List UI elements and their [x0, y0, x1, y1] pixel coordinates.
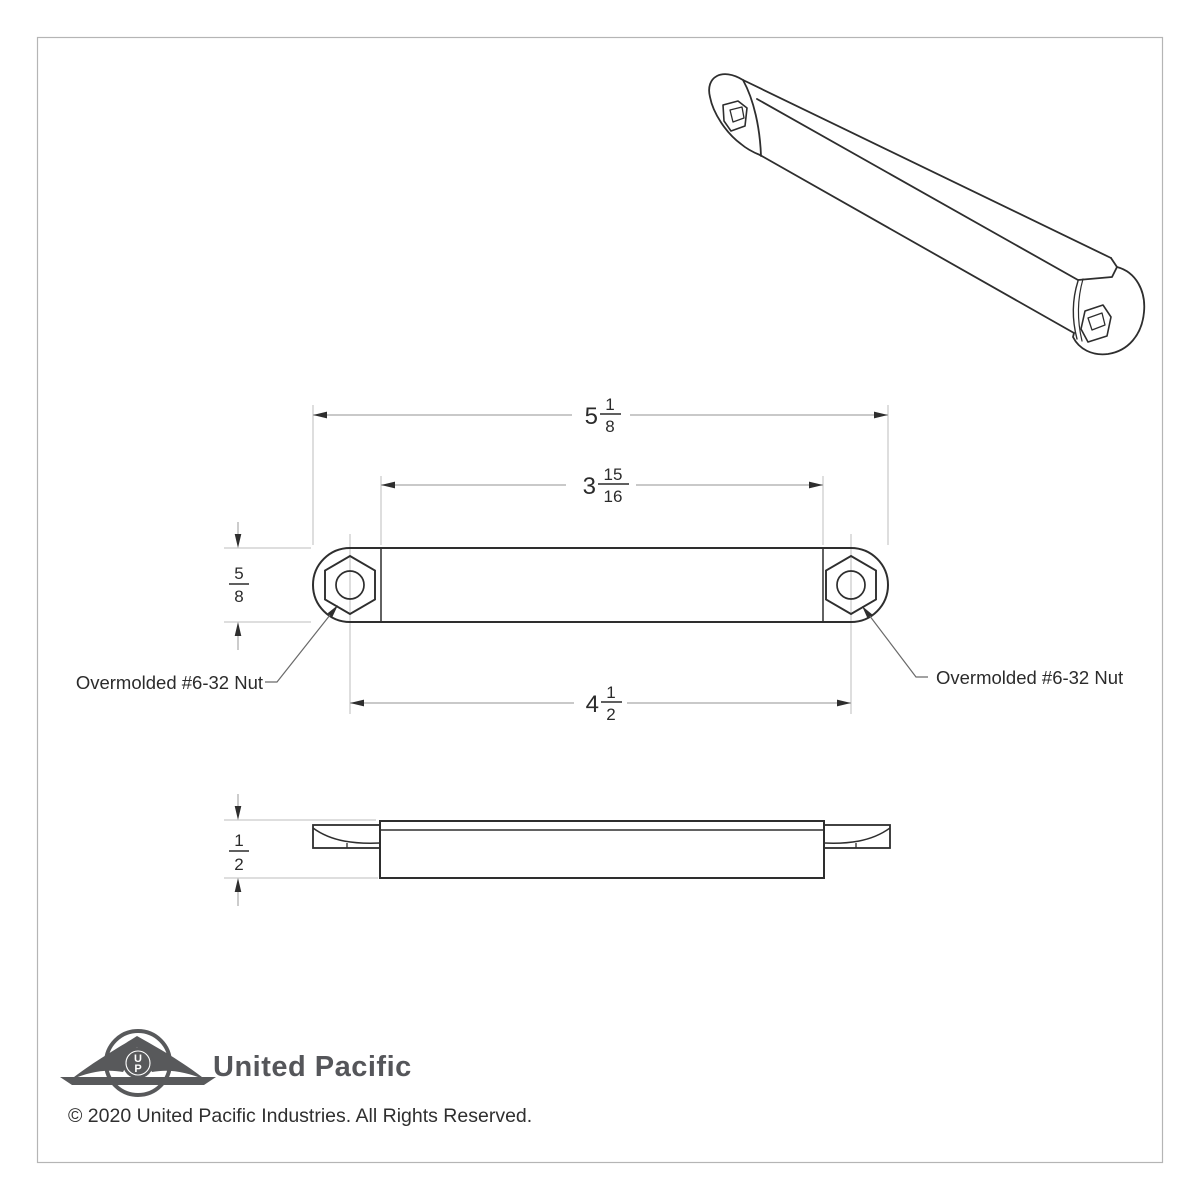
dim-exposed-numerator: 15 [603, 465, 623, 484]
iso-top-edge [743, 80, 1111, 258]
front-view [224, 405, 888, 714]
leader-line [866, 611, 928, 677]
iso-left-hex-depth [730, 107, 744, 122]
dim-exposed-denominator: 16 [603, 487, 623, 506]
dim-overall-denominator: 8 [605, 417, 615, 436]
iso-left-cap [709, 74, 760, 155]
dim-nut-spacing [350, 683, 851, 724]
arrow-down-icon [235, 806, 242, 820]
arrow-right-icon [874, 412, 888, 419]
arrow-left-icon [381, 482, 395, 489]
side-right-tab-curve [824, 828, 890, 843]
nut-callout-left [76, 605, 338, 693]
leader-line [265, 610, 334, 682]
dim-overall-whole: 5 [584, 403, 598, 430]
arrow-left-icon [350, 700, 364, 707]
dim-overall-numerator: 1 [605, 395, 615, 414]
dim-exposed-whole: 3 [582, 473, 596, 500]
dim-thickness [229, 794, 249, 906]
arrow-right-icon [809, 482, 823, 489]
copyright-text: © 2020 United Pacific Industries. All Rights Reserved. [68, 1105, 533, 1127]
dim-thickness-denominator: 2 [234, 855, 244, 874]
arrow-right-icon [837, 700, 851, 707]
side-left-tab-curve [313, 828, 380, 843]
iso-bottom-edge [760, 155, 1074, 333]
arrow-down-icon [235, 534, 242, 548]
brand-name: United Pacific [213, 1051, 412, 1083]
side-view [224, 820, 890, 878]
iso-right-cap-crease [1073, 281, 1078, 339]
arrow-up-icon [235, 878, 242, 892]
dim-width-denominator: 8 [234, 587, 244, 606]
side-right-tab [824, 825, 890, 848]
iso-ridge-edge [757, 99, 1078, 280]
arrow-left-icon [313, 412, 327, 419]
logo-monogram-u: U [134, 1053, 142, 1065]
page-border [38, 38, 1163, 1163]
dim-spacing-whole: 4 [585, 691, 599, 718]
dim-end-width [229, 522, 249, 650]
nut-callout-right [862, 606, 1123, 688]
iso-right-hex-depth [1088, 313, 1105, 330]
callout-label-right: Overmolded #6-32 Nut [936, 667, 1124, 688]
dim-width-numerator: 5 [234, 564, 244, 583]
front-pill-outline [313, 548, 888, 622]
isometric-view [709, 74, 1144, 354]
logo-monogram-p: P [134, 1063, 142, 1075]
dim-overall-length [313, 395, 888, 436]
callout-label-left: Overmolded #6-32 Nut [75, 672, 263, 693]
united-pacific-logo [60, 1031, 412, 1095]
iso-end-face [1078, 258, 1117, 280]
arrow-up-icon [235, 622, 242, 636]
dim-thickness-numerator: 1 [234, 831, 244, 850]
iso-right-hex-hole [1081, 305, 1111, 342]
dim-exposed-length [381, 465, 823, 506]
dim-spacing-denominator: 2 [606, 705, 616, 724]
dim-spacing-numerator: 1 [606, 683, 616, 702]
